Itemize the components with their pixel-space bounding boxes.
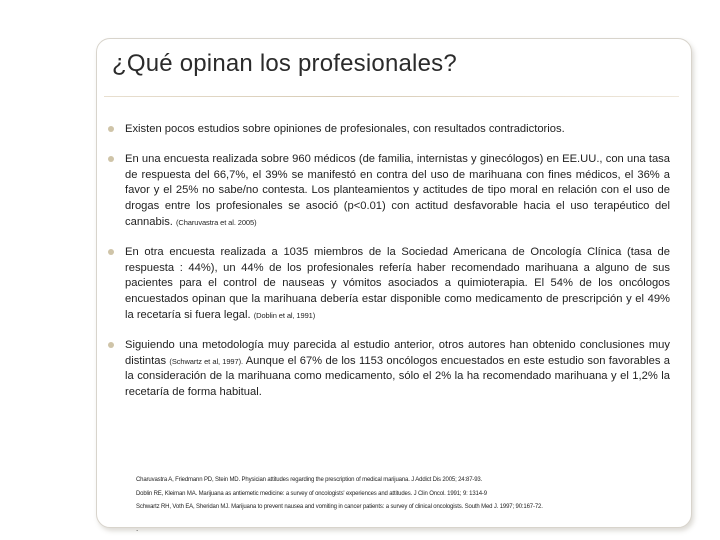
bullet-dot-icon <box>108 156 114 162</box>
bullet-text: En otra encuesta realizada a 1035 miembros de la Sociedad Americana de Oncología Clínica (tasa de respuesta : 44%), un 44% de los profesionales refería haber recomendado marihuana a alguno de sus pacientes para el control de nauseas y vómitos asociados a quimioterapia. El 54% de los oncólogos encuestados opinan que la marihuana debería estar disponible como medicamento de prescripción y el 49% la recetaría si fuera legal. <box>125 245 670 321</box>
bullet-text: Siguiendo una metodología muy parecida al estudio anterior, otros autores han obtenido conclusiones muy distintas <box>125 338 670 367</box>
references <box>136 474 676 515</box>
bullet-text: Aunque el 67% de los 1153 oncólogos encuestados en este estudio son favorables a la consideración de la marihuana como medicamento, sólo el 2% la ha recomendado marihuana y el 1,2% la recetaría de forma habitual. <box>125 354 671 399</box>
slide-title: ¿Qué opinan los profesionales? <box>112 50 457 77</box>
bullet-dot-icon <box>108 126 114 132</box>
title-divider <box>104 96 679 97</box>
citation: (Schwartz et al, 1997). <box>169 356 243 366</box>
reference-line: Schwartz RH, Voth EA, Sheridan MJ. Marijuana to prevent nausea and vomiting in cancer patients: a survey of clinical oncologists. South Med J. 1997; 90:167-72. <box>136 504 543 510</box>
reference-line: Doblin RE, Kleiman MA. Marijuana as antiemetic medicine: a survey of oncologists' experiences and attitudes. J Clin Oncol. 1991; 9: 1314-9 <box>136 490 487 497</box>
bullet-item <box>108 338 670 401</box>
reference-line: Charuvastra A, Friedmann PD, Stein MD. Physician attitudes regarding the prescription of medical marijuana. J Addict Dis 2005; 24:87-93. <box>136 477 483 483</box>
footer-mark: . <box>136 524 139 533</box>
bullet-text: Existen pocos estudios sobre opiniones de profesionales, con resultados contradictorios. <box>125 123 565 135</box>
bullet-dot-icon <box>108 342 114 348</box>
bullet-item <box>108 245 670 324</box>
bullet-list <box>108 122 670 411</box>
citation: (Doblin et al, 1991) <box>253 310 316 320</box>
bullet-item <box>108 122 670 138</box>
citation: (Charuvastra et al. 2005) <box>176 217 257 227</box>
bullet-text: En una encuesta realizada sobre 960 médicos (de familia, internistas y ginecólogos) en EE.UU., con una tasa de respuesta del 66,7%, el 39% se manifestó en contra del uso de marihuana con fines médicos, el 36% a favor y el 25% no sabe/no contesta. Los planteamientos y actitudes de tipo moral en relación con el uso de drogas entre los profesionales se asoció (p<0.01) con actitud desfavorable hacia el uso terapéutico del cannabis. <box>125 152 670 228</box>
bullet-dot-icon <box>108 249 114 255</box>
bullet-item <box>108 152 670 231</box>
